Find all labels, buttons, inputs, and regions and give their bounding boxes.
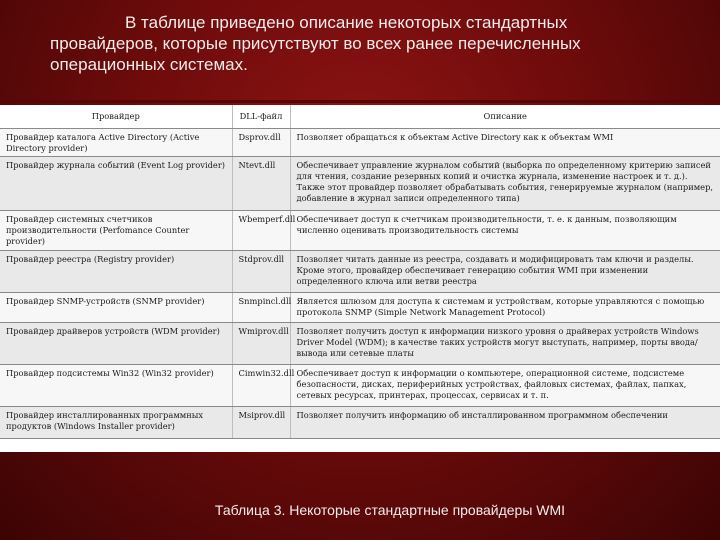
cell-description: Позволяет читать данные из реестра, создавать и модифицировать там ключи и разделы. Кроме этого, провайдер обеспечивает генерацию события WMI при изменении определенного ключа или ветви реестра — [290, 251, 720, 293]
divider — [0, 100, 720, 103]
cell-dll: Wbemperf.dll — [232, 211, 290, 251]
header-provider: Провайдер — [0, 105, 232, 129]
cell-dll: Snmpincl.dll — [232, 293, 290, 323]
cell-provider: Провайдер реестра (Registry provider) — [0, 251, 232, 293]
table-row — [0, 251, 720, 293]
table-row — [0, 407, 720, 439]
cell-provider: Провайдер системных счетчиков производительности (Perfomance Counter provider) — [0, 211, 232, 251]
intro-line-1: В таблице приведено описание некоторых стандартных — [125, 13, 568, 32]
cell-description: Обеспечивает доступ к счетчикам производительности, т. е. к данным, позволяющим численно оценивать производительность системы — [290, 211, 720, 251]
cell-provider: Провайдер инсталлированных программных продуктов (Windows Installer provider) — [0, 407, 232, 439]
cell-provider: Провайдер журнала событий (Event Log provider) — [0, 157, 232, 211]
cell-description: Обеспечивает доступ к информации о компьютере, операционной системе, подсистеме безопасности, дисках, периферийных устройствах, файловых системах, файлах, папках, сетевых ресурсах, принтерах, процессах, сервисах и т. п. — [290, 365, 720, 407]
table-row — [0, 211, 720, 251]
table-header-row — [0, 105, 720, 129]
cell-dll: Cimwin32.dll — [232, 365, 290, 407]
providers-table — [0, 105, 720, 439]
cell-provider: Провайдер подсистемы Win32 (Win32 provider) — [0, 365, 232, 407]
table-row — [0, 323, 720, 365]
table-row — [0, 157, 720, 211]
cell-dll: Ntevt.dll — [232, 157, 290, 211]
intro-text — [50, 12, 690, 75]
cell-dll: Msiprov.dll — [232, 407, 290, 439]
intro-line-2: провайдеров, которые присутствуют во всех ранее перечисленных — [50, 34, 581, 53]
intro-line-3: операционных системах. — [50, 55, 248, 74]
cell-provider: Провайдер драйверов устройств (WDM provider) — [0, 323, 232, 365]
table-row — [0, 365, 720, 407]
cell-description: Является шлюзом для доступа к системам и устройствам, которые управляются с помощью протокола SNMP (Simple Network Management Protocol) — [290, 293, 720, 323]
table-caption: Таблица 3. Некоторые стандартные провайдеры WMI — [214, 502, 566, 518]
cell-description: Обеспечивает управление журналом событий (выборка по определенному критерию записей для чтения, создание резервных копий и очистка журнала, изменение настроек и т. д.). Также этот провайдер позволяет обрабатывать события, генерируемые журналом (например, добавление в журнал записи определенного типа) — [290, 157, 720, 211]
cell-provider: Провайдер каталога Active Directory (Active Directory provider) — [0, 129, 232, 157]
providers-table-container — [0, 105, 720, 452]
cell-provider: Провайдер SNMP-устройств (SNMP provider) — [0, 293, 232, 323]
header-dll: DLL-файл — [232, 105, 290, 129]
table-row — [0, 293, 720, 323]
cell-description: Позволяет получить доступ к информации низкого уровня о драйверах устройств Windows Driver Model (WDM); в качестве таких устройств могут выступать, например, порты ввода/вывода или сетевые платы — [290, 323, 720, 365]
header-description: Описание — [290, 105, 720, 129]
cell-dll: Stdprov.dll — [232, 251, 290, 293]
cell-description: Позволяет обращаться к объектам Active Directory как к объектам WMI — [290, 129, 720, 157]
cell-description: Позволяет получить информацию об инсталлированном программном обеспечении — [290, 407, 720, 439]
cell-dll: Dsprov.dll — [232, 129, 290, 157]
cell-dll: Wmiprov.dll — [232, 323, 290, 365]
table-row — [0, 129, 720, 157]
